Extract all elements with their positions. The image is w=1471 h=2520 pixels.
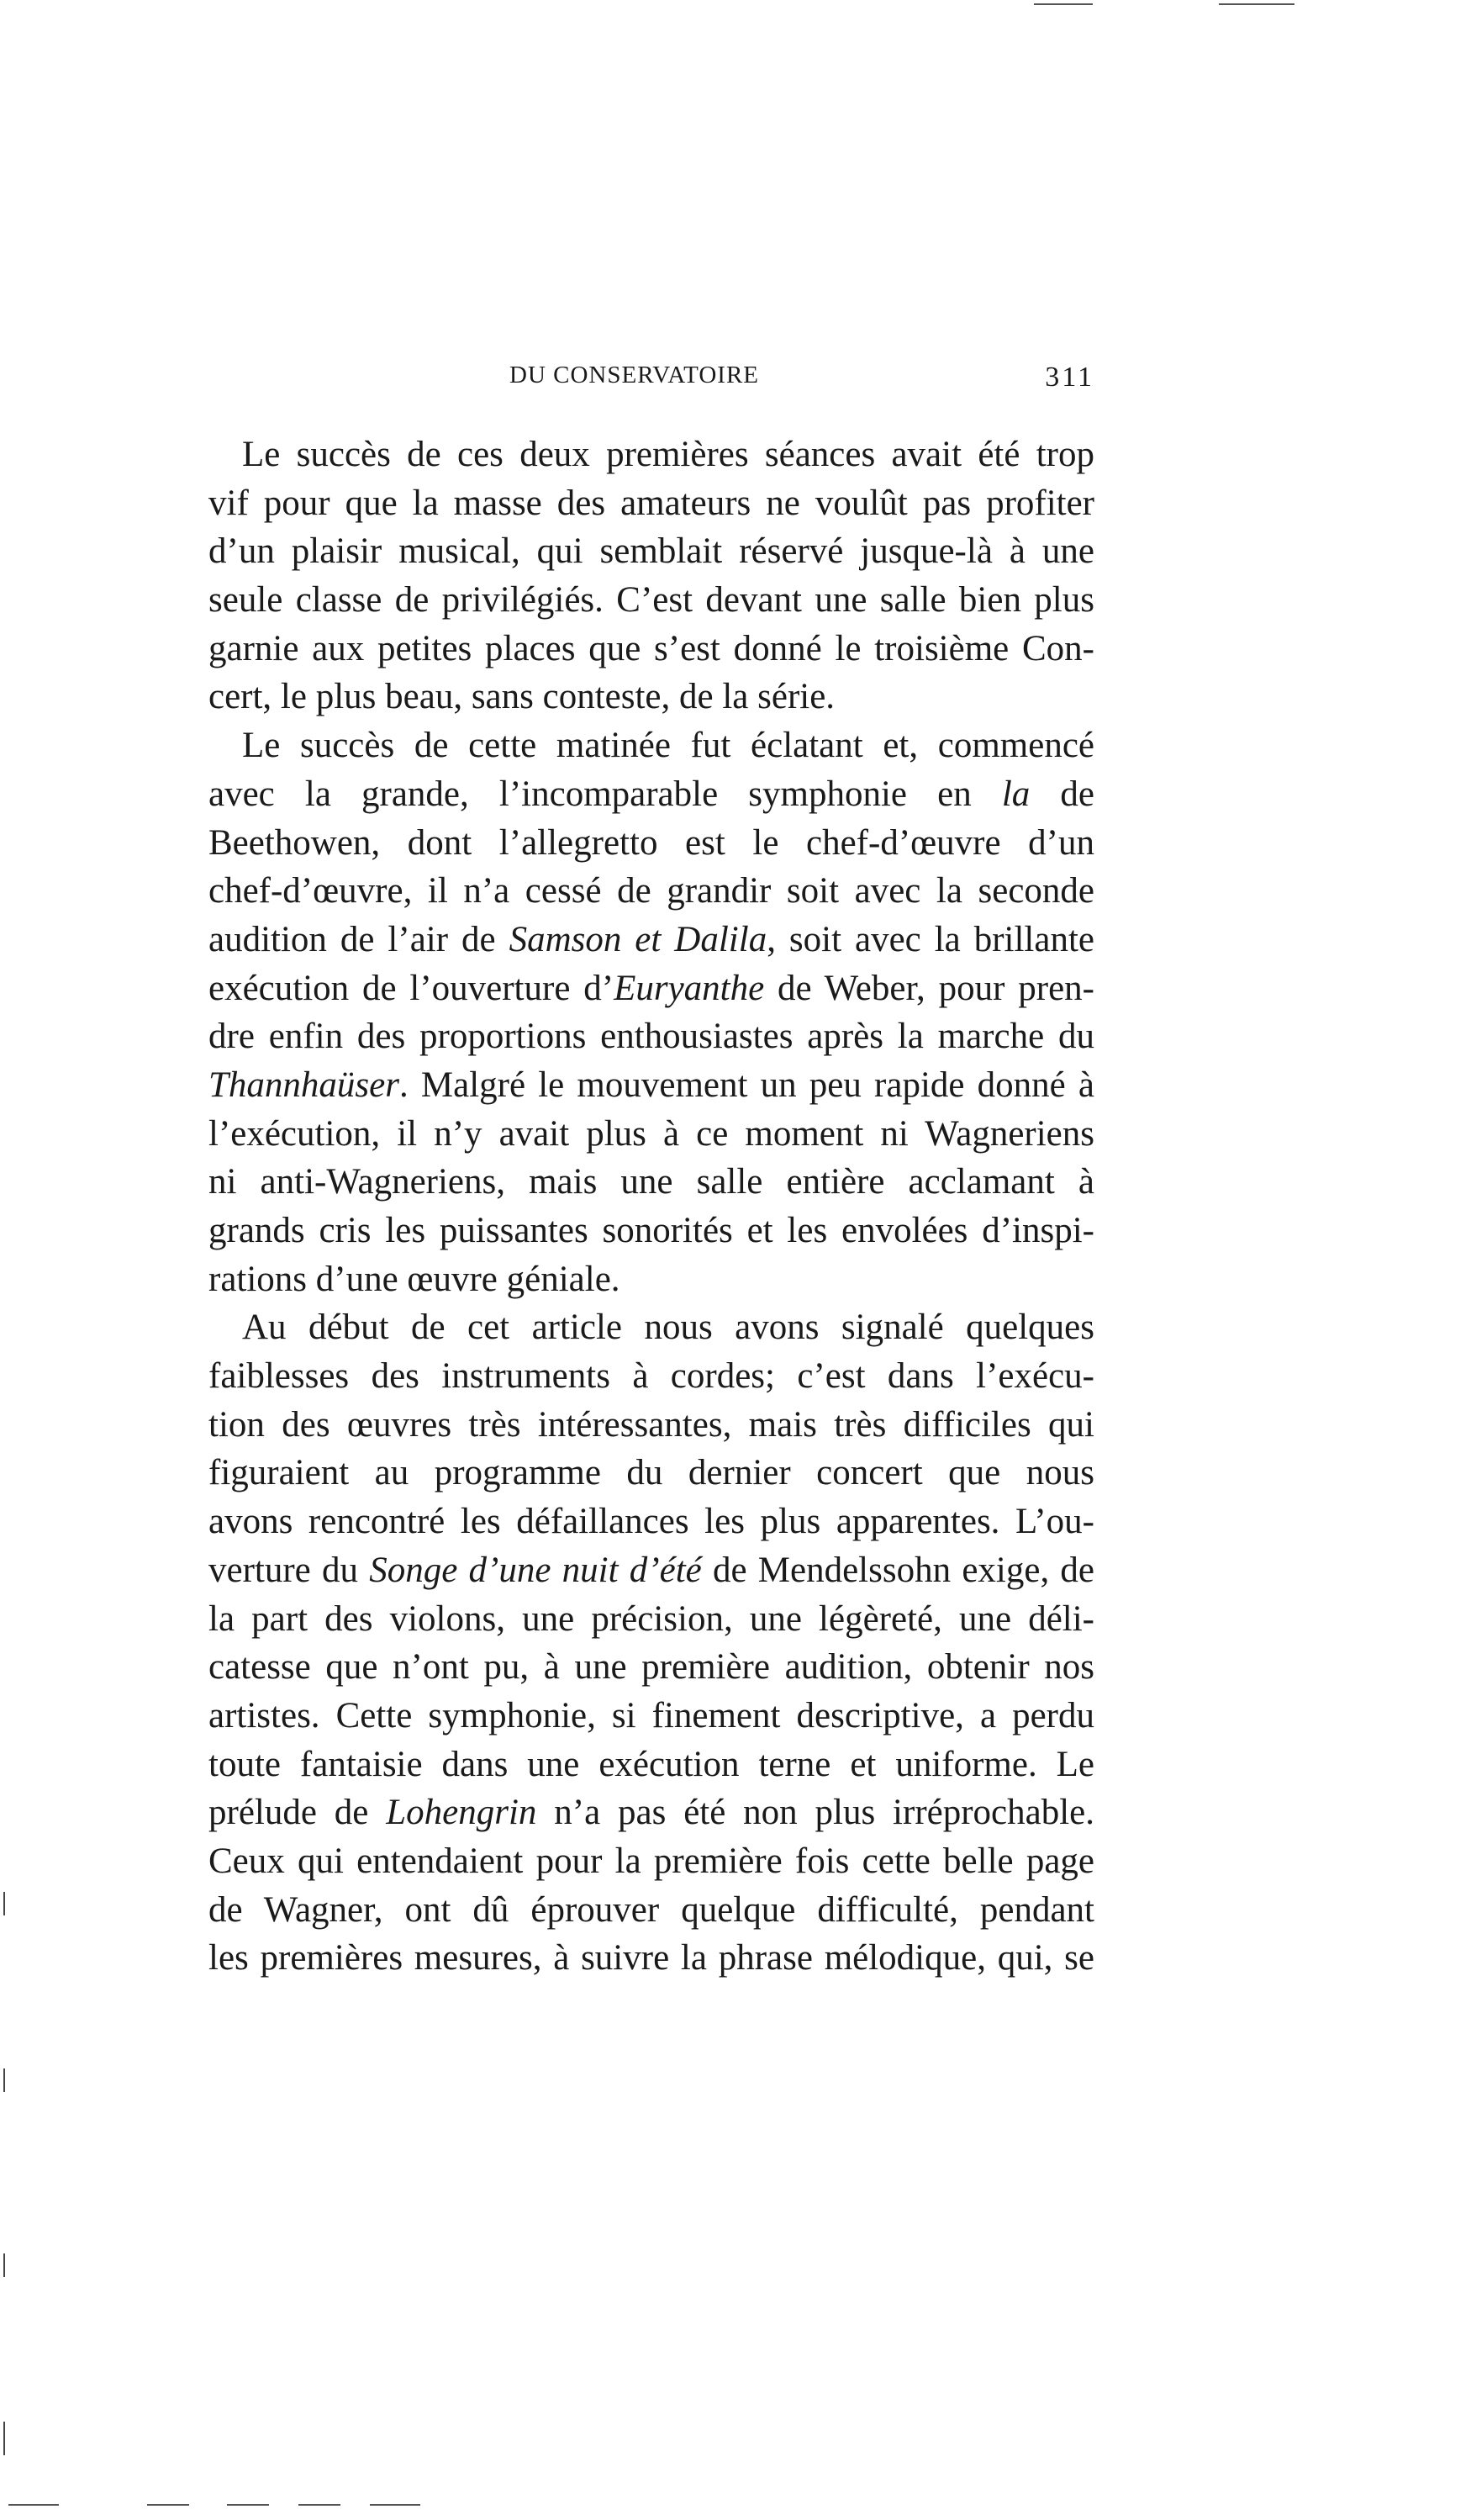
text-segment: prélude de — [208, 1793, 387, 1833]
text-segment: audition de l’air de — [208, 919, 509, 959]
text-line — [208, 673, 1094, 721]
text-segment: . Malgré le mouvement un peu rapide donné à — [398, 1065, 1094, 1105]
text-segment: n’a pas été non plus irréprochable. — [536, 1793, 1094, 1833]
text-line — [208, 1110, 1094, 1159]
text-line — [208, 819, 1094, 868]
text-segment: de Wagner, ont dû éprouver quelque difficulté, pendant — [208, 1889, 1094, 1930]
text-line — [208, 527, 1094, 576]
scan-edge-mark — [147, 2504, 189, 2506]
text-segment: de Mendelssohn exige, de — [701, 1550, 1095, 1590]
text-line — [208, 1352, 1094, 1401]
paragraph — [208, 721, 1094, 1303]
text-segment: ni anti-Wagneriens, mais une salle entière acclamant à — [208, 1162, 1094, 1202]
text-segment: l’exécution, il n’y avait plus à ce moment ni Wagneriens — [208, 1113, 1094, 1154]
italic-title: Euryanthe — [614, 968, 765, 1008]
text-line — [208, 1643, 1094, 1692]
body-text — [208, 431, 1094, 1983]
text-segment: Au début de cet article nous avons signalé quelques — [242, 1308, 1094, 1348]
text-line — [208, 431, 1094, 479]
text-line — [208, 1158, 1094, 1207]
text-segment: cert, le plus beau, sans conteste, de la série. — [208, 677, 836, 717]
text-segment: grands cris les puissantes sonorités et les envolées d’inspi- — [208, 1211, 1094, 1250]
text-segment: seule classe de privilégiés. C’est devant une salle bien plus — [208, 580, 1094, 621]
text-line — [208, 1837, 1094, 1886]
text-segment: verture du — [208, 1550, 370, 1590]
page-number: 311 — [1045, 362, 1094, 393]
text-segment: avons rencontré les défaillances les plus apparentes. L’ou- — [208, 1502, 1094, 1542]
text-line — [208, 1207, 1094, 1255]
text-line — [208, 479, 1094, 528]
text-segment: catesse que n’ont pu, à une première audition, obtenir nos — [208, 1647, 1094, 1688]
text-line — [208, 1788, 1094, 1837]
text-segment: Le succès de ces deux premières séances avait été trop — [242, 435, 1094, 474]
text-segment: vif pour que la masse des amateurs ne voulût pas profiter — [208, 483, 1094, 523]
text-line — [208, 916, 1094, 964]
text-line — [208, 1934, 1094, 1983]
running-head-title: DU CONSERVATOIRE — [509, 362, 760, 388]
scan-edge-mark — [1219, 3, 1294, 5]
scan-edge-mark — [227, 2504, 269, 2506]
text-line — [208, 1255, 1094, 1304]
text-segment: de Weber, pour pren- — [764, 968, 1095, 1008]
scan-edge-mark — [1034, 3, 1093, 5]
scan-edge-mark — [3, 2422, 5, 2455]
scan-edge-mark — [3, 2253, 5, 2277]
text-line — [208, 964, 1094, 1013]
running-head — [208, 362, 1094, 404]
text-line — [208, 625, 1094, 674]
text-line — [208, 1741, 1094, 1789]
italic-title: Lohengrin — [386, 1793, 537, 1833]
scan-edge-mark — [298, 2504, 340, 2506]
text-segment: toute fantaisie dans une exécution terne et uniforme. Le — [208, 1744, 1094, 1784]
text-segment: avec la grande, l’incomparable symphonie en — [208, 774, 1002, 814]
text-segment: Le succès de cette matinée fut éclatant et, commencé — [242, 726, 1094, 766]
text-segment: la part des violons, une précision, une légèreté, une déli- — [208, 1598, 1094, 1639]
text-line — [208, 1303, 1094, 1352]
text-line — [208, 1012, 1094, 1061]
text-line — [208, 867, 1094, 916]
text-line — [208, 1692, 1094, 1741]
text-line — [208, 1886, 1094, 1935]
text-segment: artistes. Cette symphonie, si finement descriptive, a perdu — [208, 1695, 1094, 1735]
text-line — [208, 1546, 1094, 1595]
text-segment: figuraient au programme du dernier concert que nous — [208, 1453, 1094, 1493]
scan-edge-mark — [370, 2504, 420, 2506]
text-segment: dre enfin des proportions enthousiastes après la marche du — [208, 1017, 1094, 1057]
text-line — [208, 1449, 1094, 1498]
text-line — [208, 576, 1094, 625]
paragraph — [208, 431, 1094, 721]
text-segment: rations d’une œuvre géniale. — [208, 1259, 620, 1299]
text-line — [208, 1061, 1094, 1110]
italic-title: Songe d’une nuit d’été — [369, 1550, 702, 1590]
text-segment: les premières mesures, à suivre la phrase mélodique, qui, se — [208, 1938, 1094, 1978]
text-segment: chef-d’œuvre, il n’a cessé de grandir soit avec la seconde — [208, 871, 1094, 911]
text-line — [208, 1498, 1094, 1546]
italic-title: Samson et Dalila — [509, 919, 767, 959]
text-segment: garnie aux petites places que s’est donné le troisième Con- — [208, 628, 1094, 668]
scan-edge-mark — [3, 1892, 5, 1915]
italic-title: Thannhaüser — [208, 1065, 399, 1105]
text-line — [208, 721, 1094, 770]
italic-title: la — [1001, 774, 1031, 814]
text-line — [208, 770, 1094, 819]
text-segment: exécution de l’ouverture d’ — [208, 968, 614, 1008]
text-line — [208, 1595, 1094, 1644]
text-segment: de — [1030, 774, 1094, 814]
text-segment: tion des œuvres très intéressantes, mais très difficiles qui — [208, 1404, 1094, 1445]
text-segment: , soit avec la brillante — [767, 919, 1094, 959]
paragraph — [208, 1303, 1094, 1983]
text-line — [208, 1401, 1094, 1450]
scan-edge-mark — [8, 2504, 59, 2506]
scan-edge-mark — [3, 2068, 5, 2092]
text-segment: faiblesses des instruments à cordes; c’est dans l’exécu- — [208, 1356, 1094, 1397]
text-segment: Ceux qui entendaient pour la première fois cette belle page — [208, 1841, 1094, 1881]
text-segment: d’un plaisir musical, qui semblait réservé jusque-là à une — [208, 531, 1094, 572]
text-segment: Beethowen, dont l’allegretto est le chef-d’œuvre d’un — [208, 822, 1094, 863]
